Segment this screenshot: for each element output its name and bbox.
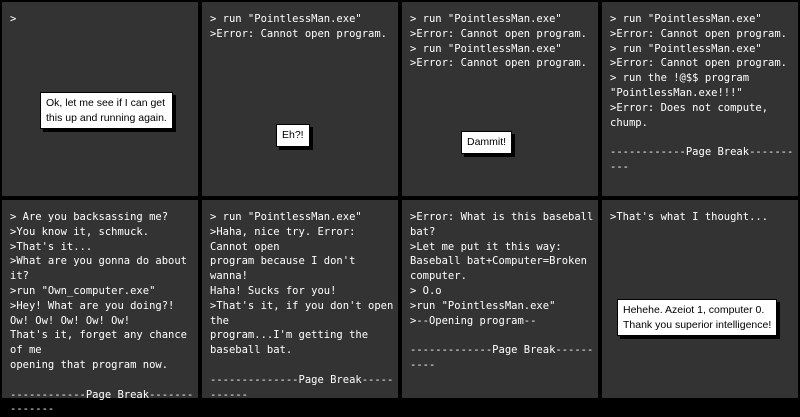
speech-caption: Eh?!: [276, 124, 310, 147]
comic-panel-8: [602, 200, 798, 398]
comic-panel-6: [202, 200, 398, 401]
console-text: >That's what I thought...: [610, 211, 769, 223]
console-text: > run "PointlessMan.exe" >Error: Cannot open program.: [210, 13, 388, 40]
comic-panel-4: [602, 2, 798, 196]
console-text: > run "PointlessMan.exe" >Error: Cannot open program. > run "PointlessMan.exe" >Error: Cannot open program.: [410, 13, 588, 70]
console-text: >Error: What is this baseball bat? >Let me put it this way: Baseball bat+Computer=Broken computer. > O.o >run "PointlessMan.exe" >--Opening program-- -------------Page Break----------: [410, 211, 594, 371]
speech-caption: Dammit!: [461, 131, 512, 154]
comic-panel-5: [2, 200, 198, 416]
comic-panel-2: [202, 2, 398, 196]
comic-panel-7: [402, 200, 598, 398]
speech-caption: Hehehe. Azeiot 1, computer 0. Thank you superior intelligence!: [617, 299, 777, 336]
console-text: > run "PointlessMan.exe" >Haha, nice try. Error: Cannot open program because I don't wanna! Haha! Sucks for you! >That's it, if you don't open the program...I'm getting the baseball bat. --------------Page Break-----------: [210, 211, 394, 401]
comic-panel-3: [402, 2, 598, 196]
comic-panel-1: [2, 2, 198, 196]
console-text: >: [10, 13, 17, 25]
console-text: > run "PointlessMan.exe" >Error: Cannot open program. > run "PointlessMan.exe" >Error: Cannot open program. > run the !@$$ program "PointlessMan.exe!!!" >Error: Does not compute, chump. ------------Page Break----------: [610, 13, 794, 173]
console-text: > Are you backsassing me? >You know it, schmuck. >That's it... >What are you gonna do about it? >run "Own_computer.exe" >Hey! What are you doing?! Ow! Ow! Ow! Ow! Ow! That's it, forget any chance of me opening that program now. ------------Page Break--------------: [10, 211, 194, 416]
speech-caption: Ok, let me see if I can get this up and running again.: [40, 92, 173, 129]
